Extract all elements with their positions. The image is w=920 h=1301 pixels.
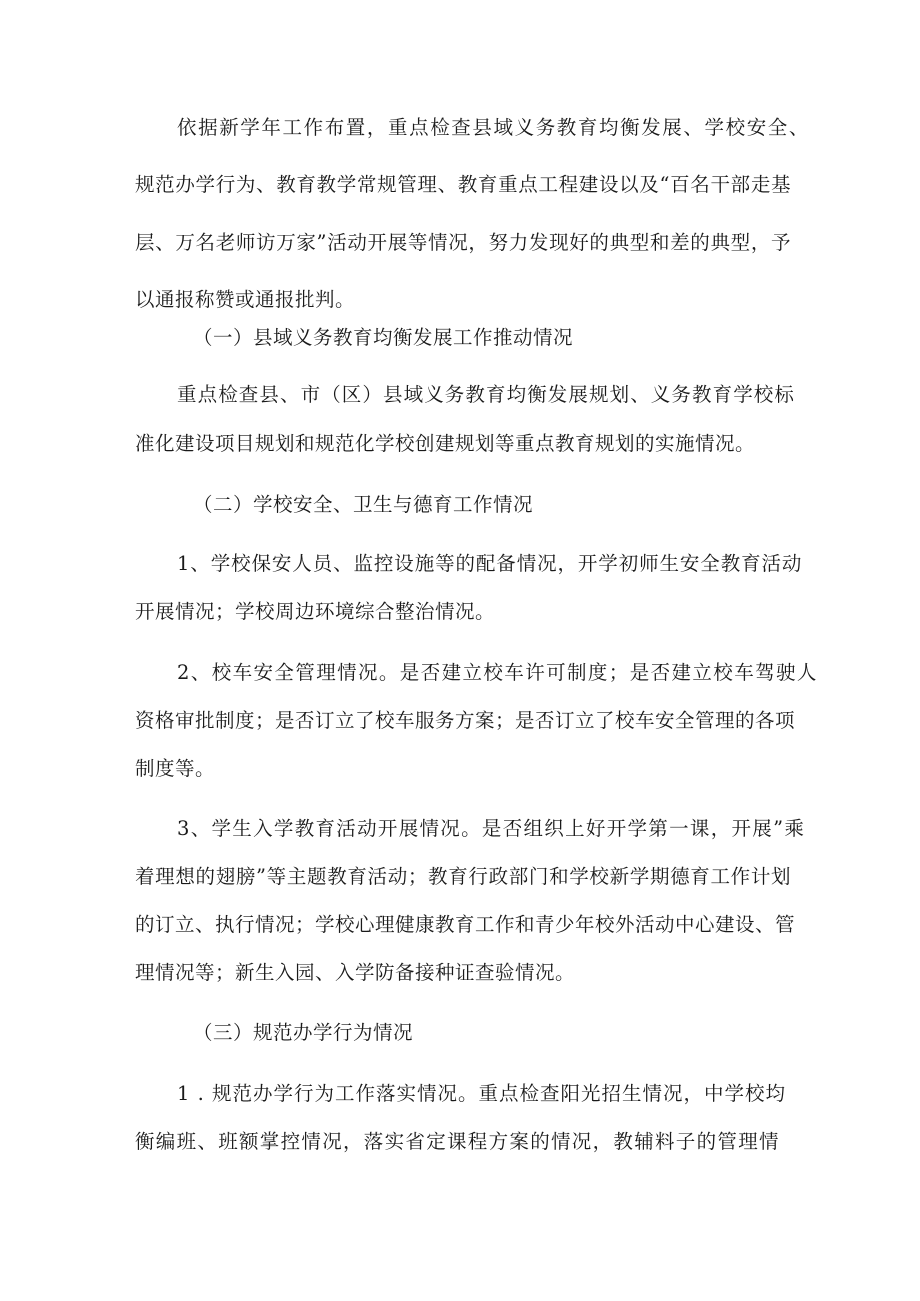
section2-item3-line-3: 的订立、执行情况；学校心理健康教育工作和青少年校外活动中心建设、管	[135, 913, 796, 936]
section3-item1-line-2: 衡编班、班额掌控情况，落实省定课程方案的情况，教辅料子的管理情	[135, 1130, 780, 1153]
intro-line-1: 依据新学年工作布置，重点检查县域义务教育均衡发展、学校安全、	[177, 116, 811, 139]
section2-item2-line-1: 2、校车安全管理情况。是否建立校车许可制度；是否建立校车驾驶人	[177, 661, 818, 684]
section2-item2-line-2: 资格审批制度；是否订立了校车服务方案；是否订立了校车安全管理的各项	[135, 709, 796, 732]
section2-item2-line-3: 制度等。	[135, 757, 216, 780]
section1-line-2: 准化建设项目规划和规范化学校创建规划等重点教育规划的实施情况。	[135, 432, 756, 455]
section2-item1-line-1: 1、学校保安人员、监控设施等的配备情况，开学初师生安全教育活动	[177, 552, 803, 575]
section2-item3-line-2: 着理想的翅膀”等主题教育活动；教育行政部门和学校新学期德育工作计划	[135, 865, 791, 888]
intro-line-3: 层、万名老师访万家”活动开展等情况，努力发现好的典型和差的典型，予	[135, 231, 791, 254]
section2-item3-line-1: 3、学生入学教育活动开展情况。是否组织上好开学第一课，开展”乘	[177, 817, 806, 840]
intro-line-4: 以通报称赞或通报批判。	[135, 288, 356, 311]
section1-heading: （一）县域义务教育均衡发展工作推动情况	[193, 326, 574, 349]
section1-line-1: 重点检查县、市（区）县域义务教育均衡发展规划、义务教育学校标	[177, 383, 796, 406]
section2-heading: （二）学校安全、卫生与德育工作情况	[193, 493, 534, 516]
intro-line-2: 规范办学行为、教育教学常规管理、教育重点工程建设以及“百名干部走基	[135, 173, 791, 196]
section2-item1-line-2: 开展情况；学校周边环境综合整治情况。	[135, 600, 496, 623]
section2-item3-line-4: 理情况等；新生入园、入学防备接种证查验情况。	[135, 961, 576, 984]
section3-heading: （三）规范办学行为情况	[193, 1021, 414, 1044]
section3-item1-line-1: 1 . 规范办学行为工作落实情况。重点检查阳光招生情况，中学校均	[177, 1082, 787, 1105]
